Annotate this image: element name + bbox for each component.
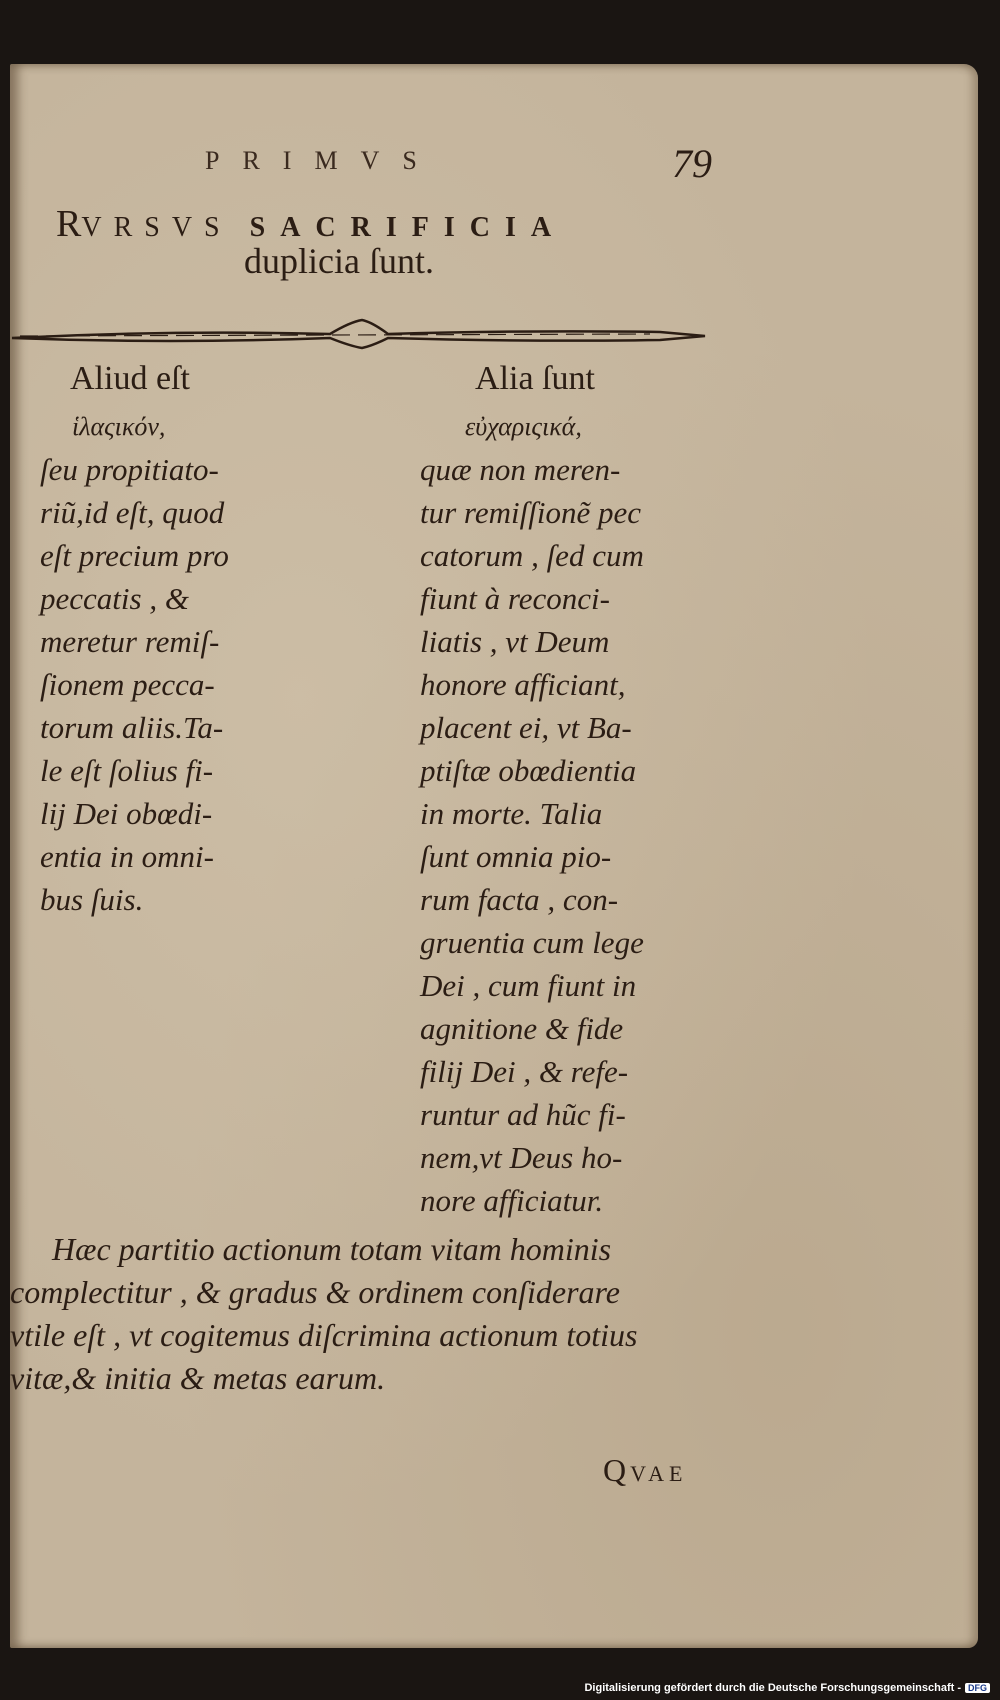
- text-line: meretur remiſ-: [40, 624, 220, 659]
- text-line: liatis , vt Deum: [420, 624, 610, 659]
- text-line: vitæ,& initia & metas earum.: [10, 1360, 386, 1396]
- text-line: placent ei, vt Ba-: [420, 710, 632, 745]
- right-column-text: [420, 448, 644, 1222]
- text-line: Dei , cum fiunt in: [420, 968, 637, 1003]
- text-line: ſeu propitiato-: [40, 452, 219, 487]
- section-subtitle: duplicia ſunt.: [244, 241, 434, 281]
- text-line: ſunt omnia pio-: [420, 839, 612, 874]
- text-line: le eſt ſolius fi-: [40, 753, 214, 788]
- text-line: eſt precium pro: [40, 538, 229, 573]
- page-number: 79: [672, 141, 712, 186]
- text-line: torum aliis.Ta-: [40, 710, 224, 745]
- text-line: lij Dei obœdi-: [40, 796, 213, 831]
- text-line: peccatis , &: [40, 581, 189, 616]
- catchword: [603, 1452, 688, 1489]
- text-line: gruentia cum lege: [420, 925, 644, 960]
- text-line: complectitur , & gradus & ordinem conſiderare: [10, 1274, 620, 1310]
- dfg-logo-icon: DFG: [965, 1683, 990, 1693]
- text-line: nem,vt Deus ho-: [420, 1140, 623, 1175]
- running-head: PRIMVS: [205, 146, 440, 175]
- catchword-initial: Q: [603, 1452, 631, 1488]
- title-word-1: VRSVS: [81, 212, 232, 243]
- right-column-heading: Alia ſunt: [475, 360, 595, 397]
- text-line: filij Dei , & refe-: [420, 1054, 629, 1089]
- text-line: bus ſuis.: [40, 882, 144, 917]
- text-line: agnitione & fide: [420, 1011, 624, 1046]
- catchword-rest: VAE: [630, 1461, 688, 1486]
- digitization-credit: [580, 1680, 994, 1696]
- text-line: vtile eſt , vt cogitemus diſcrimina actionum totius: [10, 1317, 638, 1353]
- text-line: tur remiſſionẽ pec: [420, 495, 641, 530]
- left-greek-term: ἱλαςικόν,: [72, 412, 166, 441]
- text-line: ſionem pecca-: [40, 667, 215, 702]
- closing-paragraph: [10, 1228, 637, 1400]
- text-line: entia in omni-: [40, 839, 214, 874]
- left-column-heading: Aliud eſt: [70, 360, 190, 397]
- left-column-text: [40, 448, 229, 921]
- text-line: riũ,id eſt, quod: [40, 495, 225, 530]
- text-line: fiunt à reconci-: [420, 581, 610, 616]
- ornamental-rule: [10, 316, 710, 356]
- text-line: rum facta , con-: [420, 882, 619, 917]
- text-line: Hæc partitio actionum totam vitam hominis: [52, 1231, 612, 1267]
- credit-text: Digitalisierung gefördert durch die Deutsche Forschungsgemeinschaft -: [584, 1682, 961, 1694]
- text-line: in morte. Talia: [420, 796, 603, 831]
- text-line: honore afficiant,: [420, 667, 626, 702]
- text-line: catorum , ſed cum: [420, 538, 644, 573]
- text-line: ptiſtæ obœdientia: [420, 753, 637, 788]
- text-line: nore afficiatur.: [420, 1183, 604, 1218]
- text-line: quæ non meren-: [420, 452, 621, 487]
- right-greek-term: εὐχαριςικά,: [465, 412, 582, 441]
- text-line: runtur ad hũc fi-: [420, 1097, 626, 1132]
- title-initial: R: [56, 203, 82, 245]
- title-word-2: SACRIFICIA: [249, 212, 567, 243]
